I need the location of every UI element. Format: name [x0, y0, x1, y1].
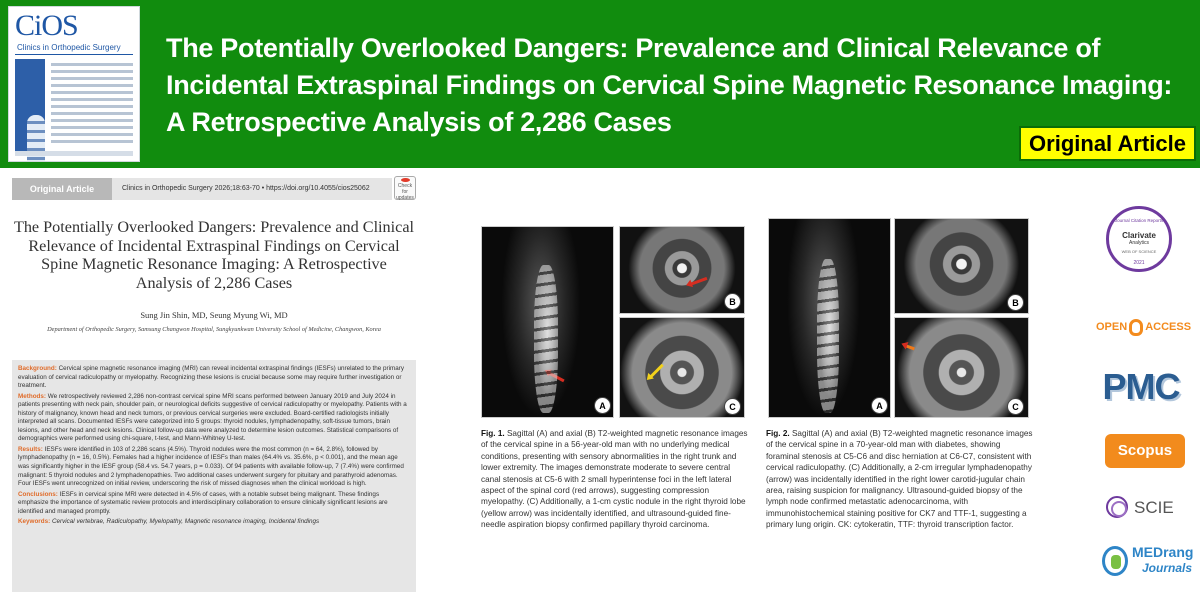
clarivate-jcr-badge[interactable]: Journal Citation Reports Clarivate Analytics WEB OF SCIENCE 2021	[1106, 206, 1172, 272]
yellow-arrow-icon	[649, 364, 664, 379]
medrang-icon	[1102, 546, 1128, 576]
article-header-bar	[12, 178, 392, 200]
abstract-keywords: Keywords: Cervical vertebrae, Radiculopathy, Myelopathy, Magnetic resonance imaging, Incidental findings	[18, 518, 320, 526]
article-authors: Sung Jin Shin, MD, Seung Myung Wi, MD	[140, 310, 288, 320]
article-type-tag: Original Article	[12, 178, 112, 200]
cover-footer	[15, 151, 133, 156]
fig1-panel-c-axial-mri[interactable]	[619, 317, 745, 418]
cover-text-lines	[51, 63, 133, 147]
scie-logo[interactable]: SCIE	[1106, 496, 1190, 520]
open-lock-icon	[1129, 319, 1143, 336]
fig2-panel-c-axial-mri[interactable]	[894, 317, 1029, 418]
fig2-panel-a-sagittal-mri[interactable]	[768, 218, 891, 418]
abstract-methods: Methods: We retrospectively reviewed 2,286 non-contrast cervical spine MRI scans performed between January 2019 and July 2024 in patients presenting with neck pain, shoulder pain, or neurological deficits suggestive of cervical radiculopathy or myelopathy. Patients with a history of malignancy, known head and neck tumors, or previous cervical surgeries were excluded. Board-certified radiologists initially interpreted all scans. Documented IESFs were categorized into 5 groups: thyroid nodules, lymphadenopathy, soft-tissue tumors, brain lesions, and other head and neck lesions. Clinical follow-up data were analyzed to determine lesion outcomes. Statistical comparisons of demographics were performed using chi-square, t-test, and Mann-Whitney U-test.	[18, 392, 407, 443]
fig1-panel-a-sagittal-mri[interactable]	[481, 226, 614, 418]
journal-name: Clinics in Orthopedic Surgery	[17, 43, 121, 52]
fig1-caption: Fig. 1. Sagittal (A) and axial (B) T2-weighted magnetic resonance images of the cervical spine in a 56-year-old man with no underlying medical conditions, presenting with sensory abnormalities in the right trunk and lower extremity. The images demonstrate moderate to severe central canal stenosis at C5-6 with 2 small hyperintense foci in the left lateral aspect of the spinal cord (red arrows), suggesting compression myelopathy. (C) Additionally, a 1-cm cystic nodule in the right thyroid lobe (yellow arrow) was incidentally identified, and ultrasound-guided fine-needle aspiration biopsy confirmed papillary thyroid carcinoma.	[481, 429, 748, 530]
fig1-label-b: B	[724, 293, 741, 310]
article-citation[interactable]: Clinics in Orthopedic Surgery 2026;18:63-70 • https://doi.org/10.4055/cios25062	[122, 185, 370, 192]
fig1-label-a: A	[594, 397, 611, 414]
red-arrow-icon	[689, 277, 707, 286]
check-for-updates-icon[interactable]: Check for updates	[394, 176, 416, 200]
abstract-box	[12, 360, 416, 592]
banner-title: The Potentially Overlooked Dangers: Prevalence and Clinical Relevance of Incidental Extraspinal Findings on Cervical Spine Magnetic Resonance Imaging: A Retrospective Analysis of 2,286 Cases	[166, 33, 1173, 137]
article-affiliation: Department of Orthopedic Surgery, Samsung Changwon Hospital, Sungkyunkwan University School of Medicine, Changwon, Korea	[47, 326, 381, 333]
abstract-conclusions: Conclusions: IESFs in cervical spine MRI were detected in 4.5% of cases, with a notable subset being malignant. These findings emphasize the importance of systematic review protocols and interdisciplinary collaboration to ensure clinically significant lesions are identified and managed promptly.	[18, 490, 388, 515]
abstract-background: Background: Cervical spine magnetic resonance imaging (MRI) can reveal incidental extraspinal findings (IESFs) unrelated to the primary evaluation of cervical radiculopathy or myelopathy. Recognizing these lesions is crucial because some may require further investigation or treatment.	[18, 365, 405, 390]
pmc-logo[interactable]: PMC	[1102, 366, 1180, 407]
fig1-label-c: C	[724, 398, 741, 415]
medrang-journals-logo[interactable]: MEDrang Journals	[1102, 542, 1194, 582]
journal-logo: CiOS	[15, 9, 78, 42]
red-arrow-icon	[547, 371, 564, 382]
fig2-panel-b-axial-mri[interactable]	[894, 218, 1029, 314]
scie-circle-icon	[1106, 496, 1128, 518]
journal-cover-thumbnail[interactable]	[8, 6, 140, 162]
fig2-label-c: C	[1007, 398, 1024, 415]
original-article-badge: Original Article	[1019, 126, 1196, 161]
open-access-logo[interactable]: OPEN ACCESS	[1096, 314, 1190, 340]
article-first-page	[8, 172, 418, 596]
scopus-logo[interactable]: Scopus	[1105, 434, 1185, 468]
fig2-label-b: B	[1007, 294, 1024, 311]
article-title: The Potentially Overlooked Dangers: Prevalence and Clinical Relevance of Incidental Extraspinal Findings on Cervical Spine Magnetic Resonance Imaging: A Retrospective Analysis of 2,286 Cases	[13, 218, 415, 292]
fig2-caption: Fig. 2. Sagittal (A) and axial (B) T2-weighted magnetic resonance images of the cervical spine in a 70-year-old man with diabetes, showing foraminal stenosis at C5-C6 and disc herniation at C6-C7, consistent with cervical radiculopathy. (C) Additionally, a 2-cm irregular lymphadenopathy (arrow) was incidentally identified in the right lower carotid-jugular chain area, raising suspicion for malignancy. Ultrasound-guided biopsy of the lymph node confirmed metastatic adenocarcinoma, with immunohistochemical staining positive for CK7 and TTF-1, suggesting a primary lung origin. CK: cytokeratin, TTF: thyroid transcription factor.	[766, 429, 1033, 530]
abstract-results: Results: IESFs were identified in 103 of 2,286 scans (4.5%). Thyroid nodules were the most common (n = 64, 2.8%), followed by lymphadenopathy (n = 16, 0.5%). Females had a higher incidence of IESFs than males (64.4% vs. 35.6%, p < 0.001), and the mean age was significantly higher in the IESF group (58.4 vs. 54.7 years, p = 0.033). Of 94 patients with available follow-up, 7 (7.4%) were confirmed malignant: 5 thyroid nodules and 2 lymphadenopathies. Two additional cases underwent surgery for pituitary and parathyroid adenomas. Four IESFs went unrecognized on initial review, underscoring the risk of missed diagnoses when the clinical workload is high.	[18, 445, 404, 488]
fig1-panel-b-axial-mri[interactable]	[619, 226, 745, 314]
fig2-label-a: A	[871, 397, 888, 414]
orange-arrow-icon	[904, 344, 914, 350]
header-banner	[0, 0, 1200, 168]
cover-spine-image	[15, 59, 45, 151]
cover-divider	[15, 54, 133, 55]
